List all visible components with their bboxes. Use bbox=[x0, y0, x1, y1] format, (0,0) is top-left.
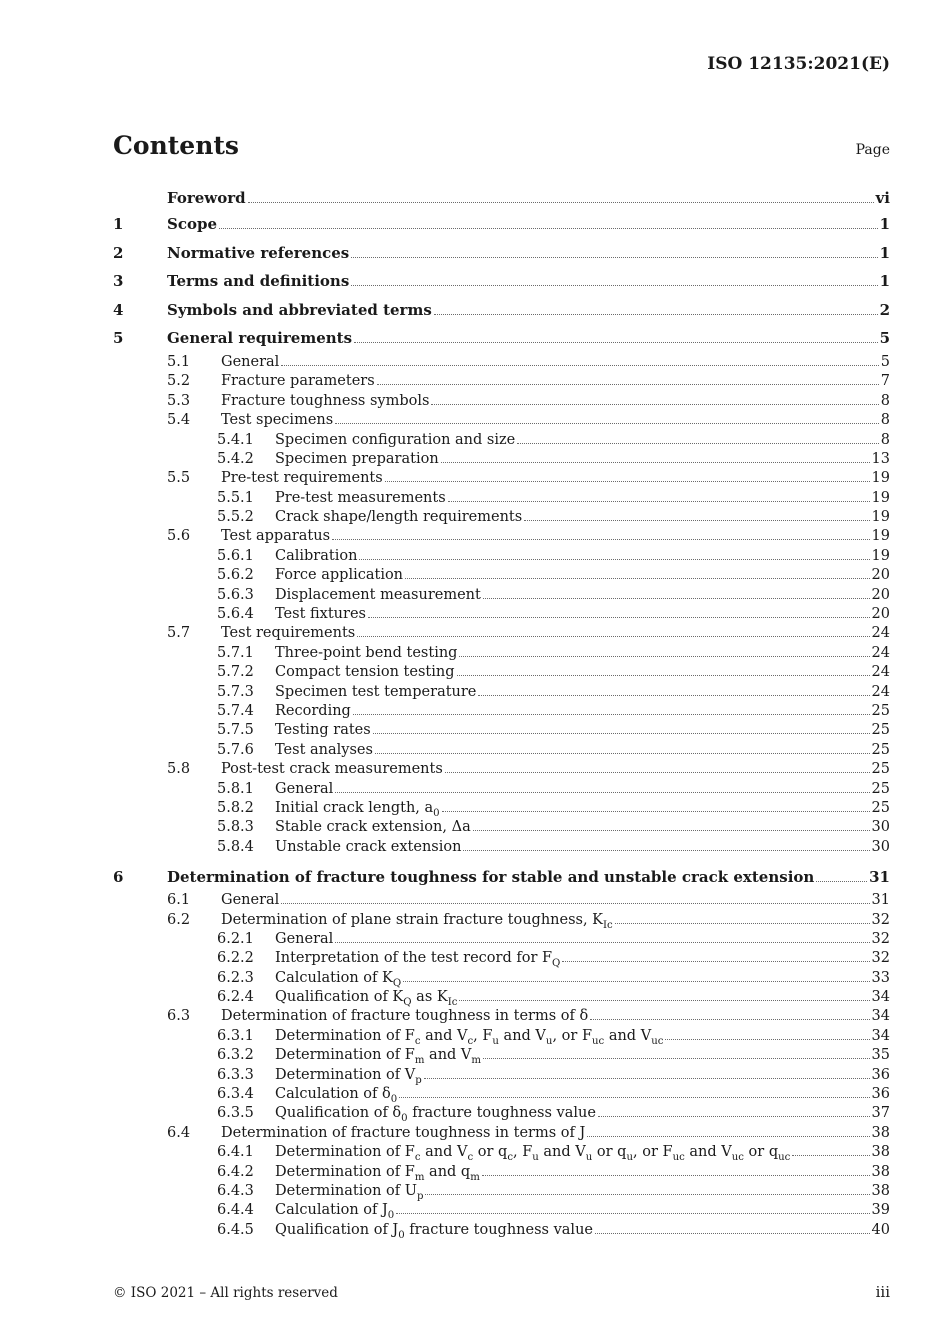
toc-entry[interactable] bbox=[113, 949, 890, 968]
toc-entry[interactable] bbox=[113, 1104, 890, 1123]
toc-entry[interactable] bbox=[113, 702, 890, 721]
toc-entry-title: Determination of fracture toughness for stable and unstable crack extension bbox=[167, 868, 815, 887]
dot-leader bbox=[403, 981, 869, 982]
toc-entry-title: General requirements bbox=[167, 329, 353, 348]
toc-entry-number: 6.2.1 bbox=[217, 930, 254, 947]
toc-entry-number: 6.4.1 bbox=[217, 1144, 254, 1161]
dot-leader bbox=[425, 1194, 869, 1195]
toc-entry-title: Unstable crack extension bbox=[275, 838, 462, 855]
dot-leader bbox=[353, 714, 870, 715]
toc-entry-number: 5.4.2 bbox=[217, 450, 254, 467]
dot-leader bbox=[441, 462, 870, 463]
toc-entry-title: Force application bbox=[275, 567, 404, 584]
toc-entry-page: 7 bbox=[880, 373, 890, 390]
dot-leader bbox=[219, 228, 878, 229]
toc-entry[interactable] bbox=[113, 1182, 890, 1201]
dot-leader bbox=[385, 481, 870, 482]
dot-leader bbox=[517, 443, 879, 444]
toc-entry[interactable] bbox=[113, 1163, 890, 1182]
toc-entry[interactable] bbox=[113, 1124, 890, 1143]
dot-leader bbox=[457, 675, 870, 676]
toc-entry-number: 6.3.3 bbox=[217, 1066, 254, 1083]
dot-leader bbox=[792, 1155, 869, 1156]
dot-leader bbox=[463, 850, 869, 851]
toc-entry-title: Determination of fracture toughness in terms of J bbox=[221, 1124, 586, 1141]
toc-entry[interactable] bbox=[113, 969, 890, 988]
toc-entry-title: Determination of plane strain fracture toughness, $K_{Ic}$ bbox=[221, 911, 613, 931]
toc-entry-page: 25 bbox=[871, 780, 890, 797]
toc-entry[interactable] bbox=[113, 527, 890, 546]
toc-entry-number: 5.2 bbox=[167, 373, 191, 390]
toc-entry-page: 19 bbox=[871, 547, 890, 564]
toc-entry-title: Recording bbox=[275, 703, 351, 719]
toc-entry-number: 6.2 bbox=[167, 911, 191, 928]
dot-leader bbox=[399, 1097, 869, 1098]
toc-entry[interactable] bbox=[113, 1027, 890, 1046]
toc-entry-number: 5.5.2 bbox=[217, 509, 254, 526]
dot-leader bbox=[357, 636, 869, 637]
toc-entry-title: Qualification of $J_0$ fracture toughness value bbox=[275, 1221, 593, 1241]
toc-entry-page: 8 bbox=[880, 431, 890, 448]
copyright-footer: © ISO 2021 – All rights reserved bbox=[113, 1285, 338, 1301]
toc-entry-page: 38 bbox=[871, 1182, 890, 1199]
toc-entry[interactable] bbox=[113, 431, 890, 450]
toc-entry[interactable] bbox=[113, 586, 890, 605]
toc-entry-page: 38 bbox=[871, 1124, 890, 1141]
toc-entry-page: 32 bbox=[871, 950, 890, 967]
toc-entry-page: 31 bbox=[869, 868, 890, 887]
toc-entry[interactable] bbox=[113, 644, 890, 663]
toc-entry[interactable] bbox=[113, 411, 890, 430]
dot-leader bbox=[483, 598, 870, 599]
toc-entry-title: Three-point bend testing bbox=[275, 644, 458, 661]
dot-leader bbox=[598, 1116, 870, 1117]
toc-entry-title: Determination of $F_m$ and $q_m$ bbox=[275, 1163, 480, 1183]
dot-leader bbox=[478, 695, 869, 696]
toc-entry-page: vi bbox=[875, 189, 890, 207]
dot-leader bbox=[595, 1233, 870, 1234]
page-number: iii bbox=[875, 1283, 890, 1301]
toc-entry-number: 5.4.1 bbox=[217, 431, 254, 448]
dot-leader bbox=[431, 404, 878, 405]
toc-entry-number: 5 bbox=[113, 329, 124, 348]
toc-entry-title: Interpretation of the test record for $F_Q$ bbox=[275, 950, 561, 970]
toc-entry-title: Test specimens bbox=[221, 412, 334, 429]
toc-entry-title: Specimen configuration and size bbox=[275, 431, 516, 448]
dot-leader bbox=[587, 1136, 869, 1137]
dot-leader bbox=[562, 961, 869, 962]
toc-entry-title: Symbols and abbreviated terms bbox=[167, 300, 432, 319]
toc-entry-page: 19 bbox=[871, 470, 890, 487]
toc-entry-number: 5.6.2 bbox=[217, 567, 254, 584]
dot-leader bbox=[816, 881, 867, 882]
dot-leader bbox=[445, 772, 870, 773]
toc-entry[interactable] bbox=[113, 566, 890, 585]
toc-entry-title: General bbox=[221, 892, 280, 909]
toc-entry-page: 13 bbox=[871, 450, 890, 467]
toc-entry-page: 1 bbox=[879, 215, 890, 233]
toc-entry-title: Specimen preparation bbox=[275, 450, 439, 467]
dot-leader bbox=[351, 257, 877, 258]
toc-entry-page: 25 bbox=[871, 761, 890, 778]
toc-entry-page: 20 bbox=[871, 586, 890, 603]
toc-entry-title: Calibration bbox=[275, 547, 358, 564]
toc-entry-title: General bbox=[275, 780, 334, 797]
toc-entry-title: Stable crack extension, Δa bbox=[275, 819, 471, 836]
toc-entry[interactable] bbox=[113, 239, 890, 268]
toc-entry-title: Calculation of $J_0$ bbox=[275, 1202, 395, 1222]
toc-entry[interactable] bbox=[113, 930, 890, 949]
toc-entry-number: 6.3 bbox=[167, 1008, 191, 1025]
toc-entry-title: Test requirements bbox=[221, 625, 356, 642]
toc-entry-number: 6.4.2 bbox=[217, 1163, 254, 1180]
toc-entry-number: 6.2.2 bbox=[217, 950, 254, 967]
dot-leader bbox=[524, 520, 869, 521]
toc-entry-number: 5.7.1 bbox=[217, 644, 254, 661]
dot-leader bbox=[459, 1000, 869, 1001]
toc-entry-number: 6.3.2 bbox=[217, 1047, 254, 1064]
toc-entry-title: Test apparatus bbox=[221, 528, 331, 545]
toc-entry-page: 30 bbox=[871, 838, 890, 855]
toc-entry-title: Normative references bbox=[167, 243, 350, 262]
toc-entry-page: 5 bbox=[880, 353, 890, 370]
toc-entry-page: 39 bbox=[871, 1202, 890, 1219]
toc-entry-title: Qualification of $K_Q$ as $K_{Ic}$ bbox=[275, 989, 458, 1008]
toc-entry-title: Fracture toughness symbols bbox=[221, 392, 430, 409]
toc-entry[interactable] bbox=[113, 891, 890, 910]
table-of-contents bbox=[113, 186, 890, 1240]
toc-entry-number: 5.7.4 bbox=[217, 703, 254, 719]
toc-entry-number: 5.3 bbox=[167, 392, 191, 409]
toc-entry-page: 20 bbox=[871, 606, 890, 623]
toc-entry-number: 6.3.4 bbox=[217, 1086, 254, 1103]
toc-entry-title: Compact tension testing bbox=[275, 664, 455, 681]
toc-entry-page: 38 bbox=[871, 1144, 890, 1161]
toc-entry-number: 1 bbox=[113, 215, 124, 233]
toc-entry[interactable] bbox=[113, 1201, 890, 1220]
toc-entry-page: 19 bbox=[871, 489, 890, 506]
toc-entry-number: 5.8 bbox=[167, 761, 191, 778]
toc-entry[interactable] bbox=[113, 780, 890, 799]
dot-leader bbox=[434, 314, 878, 315]
toc-entry[interactable] bbox=[113, 547, 890, 566]
toc-entry[interactable] bbox=[113, 624, 890, 643]
toc-entry-number: 6.4.3 bbox=[217, 1182, 254, 1199]
toc-entry-title: Determination of $F_c$ and $V_c$, $F_u$ and $V_u$, or $F_{uc}$ and $V_{uc}$ bbox=[275, 1027, 664, 1047]
toc-entry-number: 5.1 bbox=[167, 353, 191, 370]
dot-leader bbox=[359, 559, 869, 560]
toc-entry-title: Specimen test temperature bbox=[275, 683, 477, 700]
dot-leader bbox=[335, 423, 879, 424]
toc-entry[interactable] bbox=[113, 186, 890, 210]
toc-entry[interactable] bbox=[113, 799, 890, 818]
toc-entry[interactable] bbox=[113, 760, 890, 779]
toc-entry[interactable] bbox=[113, 1143, 890, 1162]
toc-entry-number: 5.7.3 bbox=[217, 683, 254, 700]
toc-entry-number: 2 bbox=[113, 243, 124, 262]
dot-leader bbox=[483, 1058, 870, 1059]
toc-entry-number: 6.2.3 bbox=[217, 969, 254, 986]
toc-entry-title: Foreword bbox=[167, 189, 246, 207]
toc-entry-page: 24 bbox=[871, 644, 890, 661]
toc-entry-number: 3 bbox=[113, 272, 124, 291]
toc-entry-number: 5.5.1 bbox=[217, 489, 254, 506]
toc-entry[interactable] bbox=[113, 741, 890, 760]
toc-entry-number: 6 bbox=[113, 868, 124, 887]
toc-entry-page: 37 bbox=[871, 1105, 890, 1122]
toc-entry-page: 40 bbox=[871, 1221, 890, 1238]
toc-entry-page: 20 bbox=[871, 567, 890, 584]
toc-entry[interactable] bbox=[113, 721, 890, 740]
toc-entry-title: Calculation of $\delta_0$ bbox=[275, 1086, 398, 1105]
toc-entry-number: 6.1 bbox=[167, 892, 191, 909]
toc-entry-page: 8 bbox=[880, 392, 890, 409]
toc-entry-title: Qualification of $\delta_0$ fracture toughness value bbox=[275, 1105, 596, 1125]
toc-entry-number: 6.3.5 bbox=[217, 1105, 254, 1122]
toc-entry-page: 19 bbox=[871, 528, 890, 545]
dot-leader bbox=[335, 792, 869, 793]
toc-entry-title: General bbox=[221, 353, 280, 370]
toc-entry-page: 25 bbox=[871, 722, 890, 739]
toc-entry-number: 5.8.4 bbox=[217, 838, 254, 855]
toc-entry[interactable] bbox=[113, 683, 890, 702]
toc-entry-title: General bbox=[275, 930, 334, 947]
toc-entry-page: 34 bbox=[871, 1008, 890, 1025]
dot-leader bbox=[665, 1039, 869, 1040]
toc-entry-title: Determination of $F_c$ and $V_c$ or $q_c$, $F_u$ and $V_u$ or $q_u$, or $F_{uc}$ and $V_{uc}$ or $q_{uc}$ bbox=[275, 1144, 791, 1164]
toc-entry-number: 5.6.1 bbox=[217, 547, 254, 564]
toc-entry-number: 5.7.6 bbox=[217, 741, 254, 758]
toc-entry-number: 5.5 bbox=[167, 470, 191, 487]
toc-entry-page: 24 bbox=[871, 683, 890, 700]
dot-leader bbox=[281, 903, 869, 904]
toc-entry-title: Post-test crack measurements bbox=[221, 761, 443, 778]
toc-entry-page: 25 bbox=[871, 799, 890, 816]
dot-leader bbox=[590, 1019, 869, 1020]
dot-leader bbox=[373, 733, 870, 734]
toc-entry-page: 25 bbox=[871, 741, 890, 758]
toc-entry-title: Determination of $F_m$ and $V_m$ bbox=[275, 1047, 482, 1067]
dot-leader bbox=[281, 365, 878, 366]
toc-entry[interactable] bbox=[113, 838, 890, 857]
dot-leader bbox=[351, 285, 877, 286]
toc-entry-title: Pre-test measurements bbox=[275, 489, 446, 506]
toc-entry-title: Terms and definitions bbox=[167, 272, 350, 291]
dot-leader bbox=[335, 942, 869, 943]
toc-entry-page: 33 bbox=[871, 969, 890, 986]
dot-leader bbox=[448, 501, 870, 502]
toc-entry-page: 36 bbox=[871, 1066, 890, 1083]
dot-leader bbox=[459, 656, 869, 657]
toc-entry-page: 25 bbox=[871, 703, 890, 719]
toc-entry[interactable] bbox=[113, 911, 890, 930]
dot-leader bbox=[424, 1078, 870, 1079]
toc-entry[interactable] bbox=[113, 1085, 890, 1104]
toc-entry[interactable] bbox=[113, 296, 890, 325]
toc-entry-number: 4 bbox=[113, 300, 124, 319]
toc-entry[interactable] bbox=[113, 508, 890, 527]
toc-entry[interactable] bbox=[113, 324, 890, 353]
toc-entry[interactable] bbox=[113, 818, 890, 837]
toc-entry-page: 2 bbox=[879, 300, 890, 319]
toc-entry[interactable] bbox=[113, 857, 890, 891]
toc-entry-page: 31 bbox=[871, 892, 890, 909]
toc-entry-number: 5.4 bbox=[167, 412, 191, 429]
toc-entry-number: 5.7 bbox=[167, 625, 191, 642]
toc-entry-title: Initial crack length, $a_0$ bbox=[275, 799, 440, 819]
toc-entry-title: Calculation of $K_Q$ bbox=[275, 969, 402, 989]
toc-entry-number: 5.6.3 bbox=[217, 586, 254, 603]
toc-entry-page: 24 bbox=[871, 664, 890, 681]
toc-entry-number: 5.7.5 bbox=[217, 722, 254, 739]
toc-entry-number: 5.6 bbox=[167, 528, 191, 545]
toc-entry[interactable] bbox=[113, 267, 890, 296]
toc-entry-title: Scope bbox=[167, 215, 218, 233]
toc-entry[interactable] bbox=[113, 1046, 890, 1065]
toc-entry-number: 6.3.1 bbox=[217, 1027, 254, 1044]
document-id-header: ISO 12135:2021(E) bbox=[707, 54, 890, 74]
toc-entry-number: 5.8.1 bbox=[217, 780, 254, 797]
dot-leader bbox=[473, 830, 870, 831]
toc-entry[interactable] bbox=[113, 1066, 890, 1085]
dot-leader bbox=[396, 1213, 869, 1214]
toc-entry-page: 34 bbox=[871, 1027, 890, 1044]
toc-entry-page: 1 bbox=[879, 272, 890, 291]
toc-entry[interactable] bbox=[113, 663, 890, 682]
dot-leader bbox=[405, 578, 870, 579]
toc-entry-page: 8 bbox=[880, 412, 890, 429]
toc-entry-number: 6.4 bbox=[167, 1124, 191, 1141]
toc-entry[interactable] bbox=[113, 988, 890, 1007]
page-column-label: Page bbox=[855, 142, 890, 158]
toc-entry-title: Determination of $V_p$ bbox=[275, 1066, 422, 1086]
dot-leader bbox=[615, 923, 870, 924]
toc-entry-page: 1 bbox=[879, 243, 890, 262]
toc-entry-number: 5.7.2 bbox=[217, 664, 254, 681]
toc-entry-page: 32 bbox=[871, 930, 890, 947]
toc-entry-number: 6.4.5 bbox=[217, 1221, 254, 1238]
dot-leader bbox=[354, 342, 878, 343]
toc-entry-page: 24 bbox=[871, 625, 890, 642]
toc-entry-page: 38 bbox=[871, 1163, 890, 1180]
page-title: Contents bbox=[113, 131, 240, 160]
toc-entry[interactable] bbox=[113, 605, 890, 624]
toc-entry-title: Testing rates bbox=[275, 722, 371, 739]
toc-entry-title: Fracture parameters bbox=[221, 373, 375, 390]
toc-entry-title: Determination of fracture toughness in terms of δ bbox=[221, 1008, 589, 1025]
toc-entry[interactable] bbox=[113, 392, 890, 411]
dot-leader bbox=[368, 617, 870, 618]
dot-leader bbox=[442, 811, 870, 812]
dot-leader bbox=[482, 1175, 870, 1176]
dot-leader bbox=[248, 202, 874, 203]
toc-entry[interactable] bbox=[113, 210, 890, 239]
toc-entry-number: 6.4.4 bbox=[217, 1202, 254, 1219]
toc-entry[interactable] bbox=[113, 489, 890, 508]
toc-entry[interactable] bbox=[113, 372, 890, 391]
toc-entry[interactable] bbox=[113, 1221, 890, 1240]
toc-entry-title: Test fixtures bbox=[275, 606, 366, 623]
toc-entry-page: 19 bbox=[871, 509, 890, 526]
dot-leader bbox=[375, 753, 870, 754]
toc-entry-number: 6.2.4 bbox=[217, 989, 254, 1006]
toc-entry-page: 35 bbox=[871, 1047, 890, 1064]
toc-entry-page: 5 bbox=[879, 329, 890, 348]
dot-leader bbox=[332, 539, 870, 540]
dot-leader bbox=[377, 384, 879, 385]
toc-entry[interactable] bbox=[113, 450, 890, 469]
toc-entry-title: Determination of $U_p$ bbox=[275, 1182, 424, 1202]
toc-entry-title: Crack shape/length requirements bbox=[275, 509, 523, 526]
toc-entry-number: 5.8.3 bbox=[217, 819, 254, 836]
toc-entry-number: 5.8.2 bbox=[217, 799, 254, 816]
toc-entry-page: 32 bbox=[871, 911, 890, 928]
toc-entry[interactable] bbox=[113, 1007, 890, 1026]
toc-entry-page: 30 bbox=[871, 819, 890, 836]
toc-entry-title: Pre-test requirements bbox=[221, 470, 383, 487]
toc-entry-page: 36 bbox=[871, 1086, 890, 1103]
toc-entry[interactable] bbox=[113, 469, 890, 488]
toc-entry[interactable] bbox=[113, 353, 890, 372]
toc-entry-page: 34 bbox=[871, 989, 890, 1006]
toc-entry-title: Displacement measurement bbox=[275, 586, 481, 603]
toc-entry-title: Test analyses bbox=[275, 741, 373, 758]
toc-entry-number: 5.6.4 bbox=[217, 606, 254, 623]
